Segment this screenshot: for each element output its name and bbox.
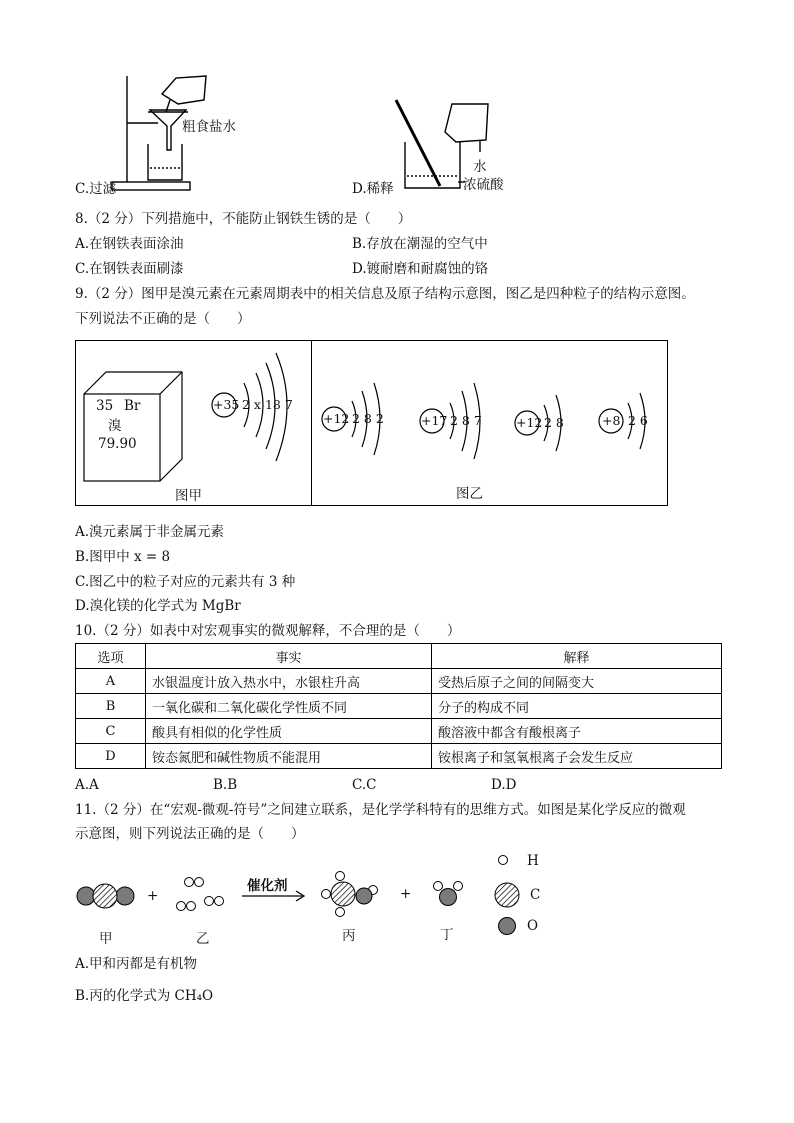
- row-d-fact: 铵态氮肥和碱性物质不能混用: [146, 744, 432, 769]
- element-name: 溴: [108, 418, 122, 434]
- row-a-option: A: [76, 669, 146, 694]
- q9-figure: [75, 340, 668, 506]
- label-jia: 图甲: [175, 488, 202, 504]
- molecule-jia: [77, 884, 134, 908]
- label-bing-11: 丙: [342, 928, 356, 944]
- header-explanation: 解释: [432, 644, 722, 669]
- row-c-option: C: [76, 719, 146, 744]
- plus-sign-1: +: [147, 888, 159, 904]
- q8-option-b: B.存放在潮湿的空气中: [352, 236, 488, 252]
- label-yi: 图乙: [456, 486, 483, 502]
- particle-1-nucleus: +12: [323, 411, 350, 426]
- atom-jia-nucleus: +35: [213, 397, 240, 412]
- label-water: 水: [473, 159, 487, 175]
- q10-option-a: A.A: [75, 777, 99, 793]
- row-b-explanation: 分子的构成不同: [432, 694, 722, 719]
- q10-option-c: C.C: [352, 777, 377, 793]
- q9-option-d: D.溴化镁的化学式为 MgBr: [75, 598, 241, 614]
- legend-h-icon: [499, 856, 508, 865]
- particle-2-nucleus: +17: [421, 413, 448, 428]
- row-c-fact: 酸具有相似的化学性质: [146, 719, 432, 744]
- molecule-yi: [177, 878, 224, 911]
- q11-option-b: B.丙的化学式为 CH₄O: [75, 988, 214, 1004]
- q10-stem: 10.（2 分）如表中对宏观事实的微观解释，不合理的是（ ）: [75, 623, 461, 639]
- header-option: 选项: [76, 644, 146, 669]
- molecule-bing: [322, 872, 378, 917]
- q10-table: [75, 643, 722, 769]
- atom-jia-shells-label: 2 x 18 7: [242, 397, 293, 412]
- label-acid: 浓硫酸: [463, 177, 504, 193]
- q8-option-a: A.在钢铁表面涂油: [75, 236, 184, 252]
- q8-stem: 8.（2 分）下列措施中，不能防止钢铁生锈的是（ ）: [75, 211, 412, 227]
- row-b-option: B: [76, 694, 146, 719]
- table-row: [76, 744, 722, 769]
- glass-rod: [396, 100, 440, 186]
- q9-stem-line1: 9.（2 分）图甲是溴元素在元素周期表中的相关信息及原子结构示意图，图乙是四种粒子的结构示意图。: [75, 286, 695, 302]
- header-fact: 事实: [146, 644, 432, 669]
- particle-2-shells: 2 8 7: [450, 413, 482, 428]
- label-yi-11: 乙: [196, 931, 210, 947]
- q9-stem-line2: 下列说法不正确的是（ ）: [75, 311, 251, 327]
- legend-c-icon: [495, 883, 519, 907]
- q8-option-d: D.镀耐磨和耐腐蚀的铬: [352, 261, 489, 277]
- row-d-explanation: 铵根离子和氢氧根离子会发生反应: [432, 744, 722, 769]
- beaker-c: [148, 144, 182, 180]
- table-row: [76, 669, 722, 694]
- row-b-fact: 一氧化碳和二氧化碳化学性质不同: [146, 694, 432, 719]
- table-header-row: [76, 644, 722, 669]
- label-jia-11: 甲: [99, 931, 113, 947]
- option-7d: D.稀释: [352, 181, 394, 197]
- label-salt-water: 粗食盐水: [182, 119, 236, 135]
- pouring-cylinder: [445, 104, 488, 142]
- q11-stem-line1: 11.（2 分）在“宏观-微观-符号”之间建立联系，是化学学科特有的思维方式。如图是某化学反应的微观: [75, 802, 686, 818]
- particle-4-shells: 2 6: [628, 413, 648, 428]
- q11-option-a: A.甲和丙都是有机物: [75, 956, 198, 972]
- row-c-explanation: 酸溶液中都含有酸根离子: [432, 719, 722, 744]
- apparatus-figures: [100, 70, 520, 195]
- q10-option-b: B.B: [213, 777, 238, 793]
- table-row: [76, 694, 722, 719]
- plus-sign-2: +: [400, 886, 412, 902]
- row-a-explanation: 受热后原子之间的间隔变大: [432, 669, 722, 694]
- particle-3-nucleus: +12: [516, 415, 543, 430]
- q8-option-c: C.在钢铁表面刷漆: [75, 261, 184, 277]
- element-symbol: Br: [124, 398, 141, 414]
- label-ding-11: 丁: [440, 927, 454, 943]
- particle-3-shells: 2 8: [544, 415, 564, 430]
- legend-symbols: [495, 856, 519, 935]
- particle-1-shells: 2 8 2: [352, 411, 384, 426]
- element-number: 35: [96, 398, 114, 414]
- q10-option-d: D.D: [491, 777, 517, 793]
- element-cube: [84, 372, 182, 481]
- catalyst-label: 催化剂: [247, 878, 288, 894]
- stand-base: [112, 182, 190, 190]
- legend-o-icon: [499, 918, 516, 935]
- row-a-fact: 水银温度计放入热水中，水银柱升高: [146, 669, 432, 694]
- molecule-ding: [434, 882, 463, 906]
- q9-option-b: B.图甲中 x = 8: [75, 549, 171, 565]
- legend-c: C: [530, 887, 541, 903]
- q9-option-a: A.溴元素属于非金属元素: [75, 524, 225, 540]
- beaker-d: [405, 142, 460, 188]
- option-7c: C.过滤: [75, 181, 117, 197]
- legend-h: H: [527, 853, 539, 869]
- particle-4-nucleus: +8: [602, 413, 621, 428]
- q9-option-c: C.图乙中的粒子对应的元素共有 3 种: [75, 574, 296, 590]
- row-d-option: D: [76, 744, 146, 769]
- reaction-diagram: [70, 850, 550, 940]
- pouring-beaker: [162, 76, 206, 104]
- table-row: [76, 719, 722, 744]
- funnel: [150, 110, 186, 150]
- q11-stem-line2: 示意图，则下列说法正确的是（ ）: [75, 826, 305, 842]
- legend-o: O: [527, 918, 539, 934]
- element-mass: 79.90: [98, 436, 137, 452]
